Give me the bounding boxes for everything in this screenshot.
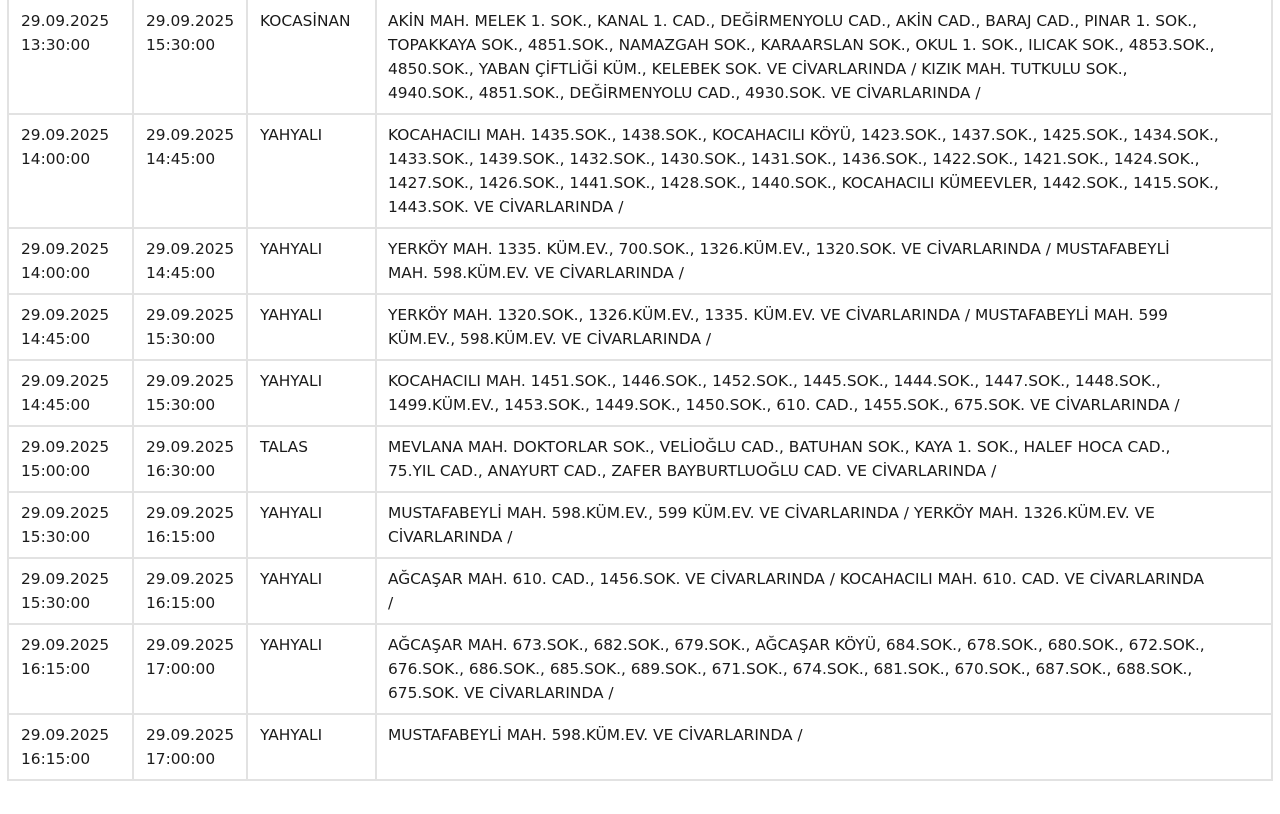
affected-area-line: TOPAKKAYA SOK., 4851.SOK., NAMAZGAH SOK., KARAARSLAN SOK., OKUL 1. SOK., ILICAK SOK., 4853.SOK.,: [388, 36, 1215, 54]
start-date: 29.09.2025: [21, 726, 110, 744]
end-time: 17:00:00: [146, 750, 216, 768]
district-cell: [248, 115, 377, 229]
end-date: 29.09.2025: [146, 12, 235, 30]
start-time: 13:30:00: [21, 36, 91, 54]
start-datetime-cell: [7, 0, 134, 115]
start-datetime-cell: [7, 427, 134, 493]
district-cell: [248, 361, 377, 427]
table-row: [7, 715, 1273, 781]
affected-area-line: AĞCAŞAR MAH. 673.SOK., 682.SOK., 679.SOK., AĞCAŞAR KÖYÜ, 684.SOK., 678.SOK., 680.SOK., 672.SOK.,: [388, 636, 1205, 654]
affected-area-line: MEVLANA MAH. DOKTORLAR SOK., VELİOĞLU CAD., BATUHAN SOK., KAYA 1. SOK., HALEF HOCA CAD.,: [388, 438, 1171, 456]
table-row: [7, 295, 1273, 361]
affected-area-line: KOCAHACILI MAH. 1435.SOK., 1438.SOK., KOCAHACILI KÖYÜ, 1423.SOK., 1437.SOK., 1425.SOK., 1434.SOK.,: [388, 126, 1219, 144]
end-datetime-cell: [134, 295, 248, 361]
affected-area-line: /: [388, 594, 394, 612]
affected-area-line: KOCAHACILI MAH. 1451.SOK., 1446.SOK., 1452.SOK., 1445.SOK., 1444.SOK., 1447.SOK., 1448.SOK.,: [388, 372, 1161, 390]
end-datetime-cell: [134, 625, 248, 715]
affected-area-line: 75.YIL CAD., ANAYURT CAD., ZAFER BAYBURTLUOĞLU CAD. VE CİVARLARINDA /: [388, 462, 997, 480]
end-time: 15:30:00: [146, 396, 216, 414]
district-cell: [248, 427, 377, 493]
outage-table-container[interactable]: [7, 0, 1273, 814]
table-row: [7, 493, 1273, 559]
affected-area-cell: [377, 559, 1273, 625]
end-date: 29.09.2025: [146, 438, 235, 456]
table-row: [7, 559, 1273, 625]
start-date: 29.09.2025: [21, 240, 110, 258]
affected-area-line: 1443.SOK. VE CİVARLARINDA /: [388, 198, 624, 216]
affected-area-cell: [377, 715, 1273, 781]
end-time: 16:30:00: [146, 462, 216, 480]
district-name: KOCASİNAN: [260, 12, 351, 30]
affected-area-line: 4940.SOK., 4851.SOK., DEĞİRMENYOLU CAD., 4930.SOK. VE CİVARLARINDA /: [388, 84, 981, 102]
district-name: YAHYALI: [260, 372, 323, 390]
end-datetime-cell: [134, 229, 248, 295]
end-datetime-cell: [134, 361, 248, 427]
start-date: 29.09.2025: [21, 570, 110, 588]
end-datetime-cell: [134, 427, 248, 493]
start-date: 29.09.2025: [21, 126, 110, 144]
end-date: 29.09.2025: [146, 636, 235, 654]
start-datetime-cell: [7, 493, 134, 559]
affected-area-line: AKİN MAH. MELEK 1. SOK., KANAL 1. CAD., DEĞİRMENYOLU CAD., AKİN CAD., BARAJ CAD., PINAR 1. SOK.,: [388, 12, 1197, 30]
district-name: YAHYALI: [260, 570, 323, 588]
start-date: 29.09.2025: [21, 12, 110, 30]
start-time: 16:15:00: [21, 750, 91, 768]
end-date: 29.09.2025: [146, 240, 235, 258]
start-date: 29.09.2025: [21, 372, 110, 390]
district-cell: [248, 625, 377, 715]
end-date: 29.09.2025: [146, 372, 235, 390]
start-datetime-cell: [7, 715, 134, 781]
start-date: 29.09.2025: [21, 438, 110, 456]
end-datetime-cell: [134, 0, 248, 115]
affected-area-line: 4850.SOK., YABAN ÇİFTLİĞİ KÜM., KELEBEK SOK. VE CİVARLARINDA / KIZIK MAH. TUTKULU SOK.,: [388, 60, 1128, 78]
start-datetime-cell: [7, 625, 134, 715]
district-name: YAHYALI: [260, 504, 323, 522]
start-date: 29.09.2025: [21, 306, 110, 324]
affected-area-cell: [377, 0, 1273, 115]
table-row: [7, 229, 1273, 295]
start-datetime-cell: [7, 559, 134, 625]
affected-area-cell: [377, 229, 1273, 295]
affected-area-cell: [377, 493, 1273, 559]
affected-area-line: MUSTAFABEYLİ MAH. 598.KÜM.EV. VE CİVARLARINDA /: [388, 726, 803, 744]
start-time: 14:45:00: [21, 330, 91, 348]
start-date: 29.09.2025: [21, 636, 110, 654]
end-datetime-cell: [134, 493, 248, 559]
end-time: 14:45:00: [146, 150, 216, 168]
end-date: 29.09.2025: [146, 570, 235, 588]
end-time: 16:15:00: [146, 594, 216, 612]
affected-area-line: CİVARLARINDA /: [388, 528, 513, 546]
outage-table-body: [7, 0, 1273, 781]
end-date: 29.09.2025: [146, 306, 235, 324]
district-cell: [248, 295, 377, 361]
district-name: YAHYALI: [260, 636, 323, 654]
district-cell: [248, 559, 377, 625]
start-time: 14:45:00: [21, 396, 91, 414]
start-date: 29.09.2025: [21, 504, 110, 522]
affected-area-line: 1427.SOK., 1426.SOK., 1441.SOK., 1428.SOK., 1440.SOK., KOCAHACILI KÜMEEVLER, 1442.SOK., 1415.SOK.,: [388, 174, 1219, 192]
affected-area-cell: [377, 115, 1273, 229]
start-time: 14:00:00: [21, 264, 91, 282]
start-time: 15:00:00: [21, 462, 91, 480]
start-datetime-cell: [7, 115, 134, 229]
district-cell: [248, 493, 377, 559]
end-date: 29.09.2025: [146, 126, 235, 144]
start-datetime-cell: [7, 361, 134, 427]
district-name: YAHYALI: [260, 726, 323, 744]
affected-area-line: 1433.SOK., 1439.SOK., 1432.SOK., 1430.SOK., 1431.SOK., 1436.SOK., 1422.SOK., 1421.SOK., 1424.SOK.,: [388, 150, 1200, 168]
affected-area-line: KÜM.EV., 598.KÜM.EV. VE CİVARLARINDA /: [388, 330, 712, 348]
district-name: YAHYALI: [260, 240, 323, 258]
start-time: 15:30:00: [21, 594, 91, 612]
table-row: [7, 115, 1273, 229]
start-datetime-cell: [7, 229, 134, 295]
affected-area-cell: [377, 427, 1273, 493]
affected-area-cell: [377, 361, 1273, 427]
end-datetime-cell: [134, 715, 248, 781]
end-time: 15:30:00: [146, 36, 216, 54]
district-cell: [248, 0, 377, 115]
district-cell: [248, 229, 377, 295]
district-cell: [248, 715, 377, 781]
affected-area-line: YERKÖY MAH. 1335. KÜM.EV., 700.SOK., 1326.KÜM.EV., 1320.SOK. VE CİVARLARINDA / MUSTAFABEYLİ: [388, 240, 1170, 258]
end-datetime-cell: [134, 115, 248, 229]
affected-area-cell: [377, 295, 1273, 361]
affected-area-cell: [377, 625, 1273, 715]
affected-area-line: MUSTAFABEYLİ MAH. 598.KÜM.EV., 599 KÜM.EV. VE CİVARLARINDA / YERKÖY MAH. 1326.KÜM.EV. VE: [388, 504, 1155, 522]
end-time: 15:30:00: [146, 330, 216, 348]
start-time: 14:00:00: [21, 150, 91, 168]
table-row: [7, 0, 1273, 115]
end-date: 29.09.2025: [146, 726, 235, 744]
end-time: 16:15:00: [146, 528, 216, 546]
end-time: 14:45:00: [146, 264, 216, 282]
end-datetime-cell: [134, 559, 248, 625]
affected-area-line: 1499.KÜM.EV., 1453.SOK., 1449.SOK., 1450.SOK., 610. CAD., 1455.SOK., 675.SOK. VE CİVARLARINDA /: [388, 396, 1180, 414]
affected-area-line: MAH. 598.KÜM.EV. VE CİVARLARINDA /: [388, 264, 684, 282]
district-name: TALAS: [260, 438, 308, 456]
start-datetime-cell: [7, 295, 134, 361]
table-row: [7, 361, 1273, 427]
outage-schedule-table: [7, 0, 1273, 781]
start-time: 15:30:00: [21, 528, 91, 546]
district-name: YAHYALI: [260, 306, 323, 324]
affected-area-line: AĞCAŞAR MAH. 610. CAD., 1456.SOK. VE CİVARLARINDA / KOCAHACILI MAH. 610. CAD. VE CİVARLARINDA: [388, 570, 1205, 588]
end-date: 29.09.2025: [146, 504, 235, 522]
affected-area-line: YERKÖY MAH. 1320.SOK., 1326.KÜM.EV., 1335. KÜM.EV. VE CİVARLARINDA / MUSTAFABEYLİ MAH. 599: [388, 306, 1168, 324]
district-name: YAHYALI: [260, 126, 323, 144]
affected-area-line: 675.SOK. VE CİVARLARINDA /: [388, 684, 614, 702]
start-time: 16:15:00: [21, 660, 91, 678]
end-time: 17:00:00: [146, 660, 216, 678]
table-row: [7, 427, 1273, 493]
affected-area-line: 676.SOK., 686.SOK., 685.SOK., 689.SOK., 671.SOK., 674.SOK., 681.SOK., 670.SOK., 687.SOK., 688.SOK.,: [388, 660, 1193, 678]
table-row: [7, 625, 1273, 715]
